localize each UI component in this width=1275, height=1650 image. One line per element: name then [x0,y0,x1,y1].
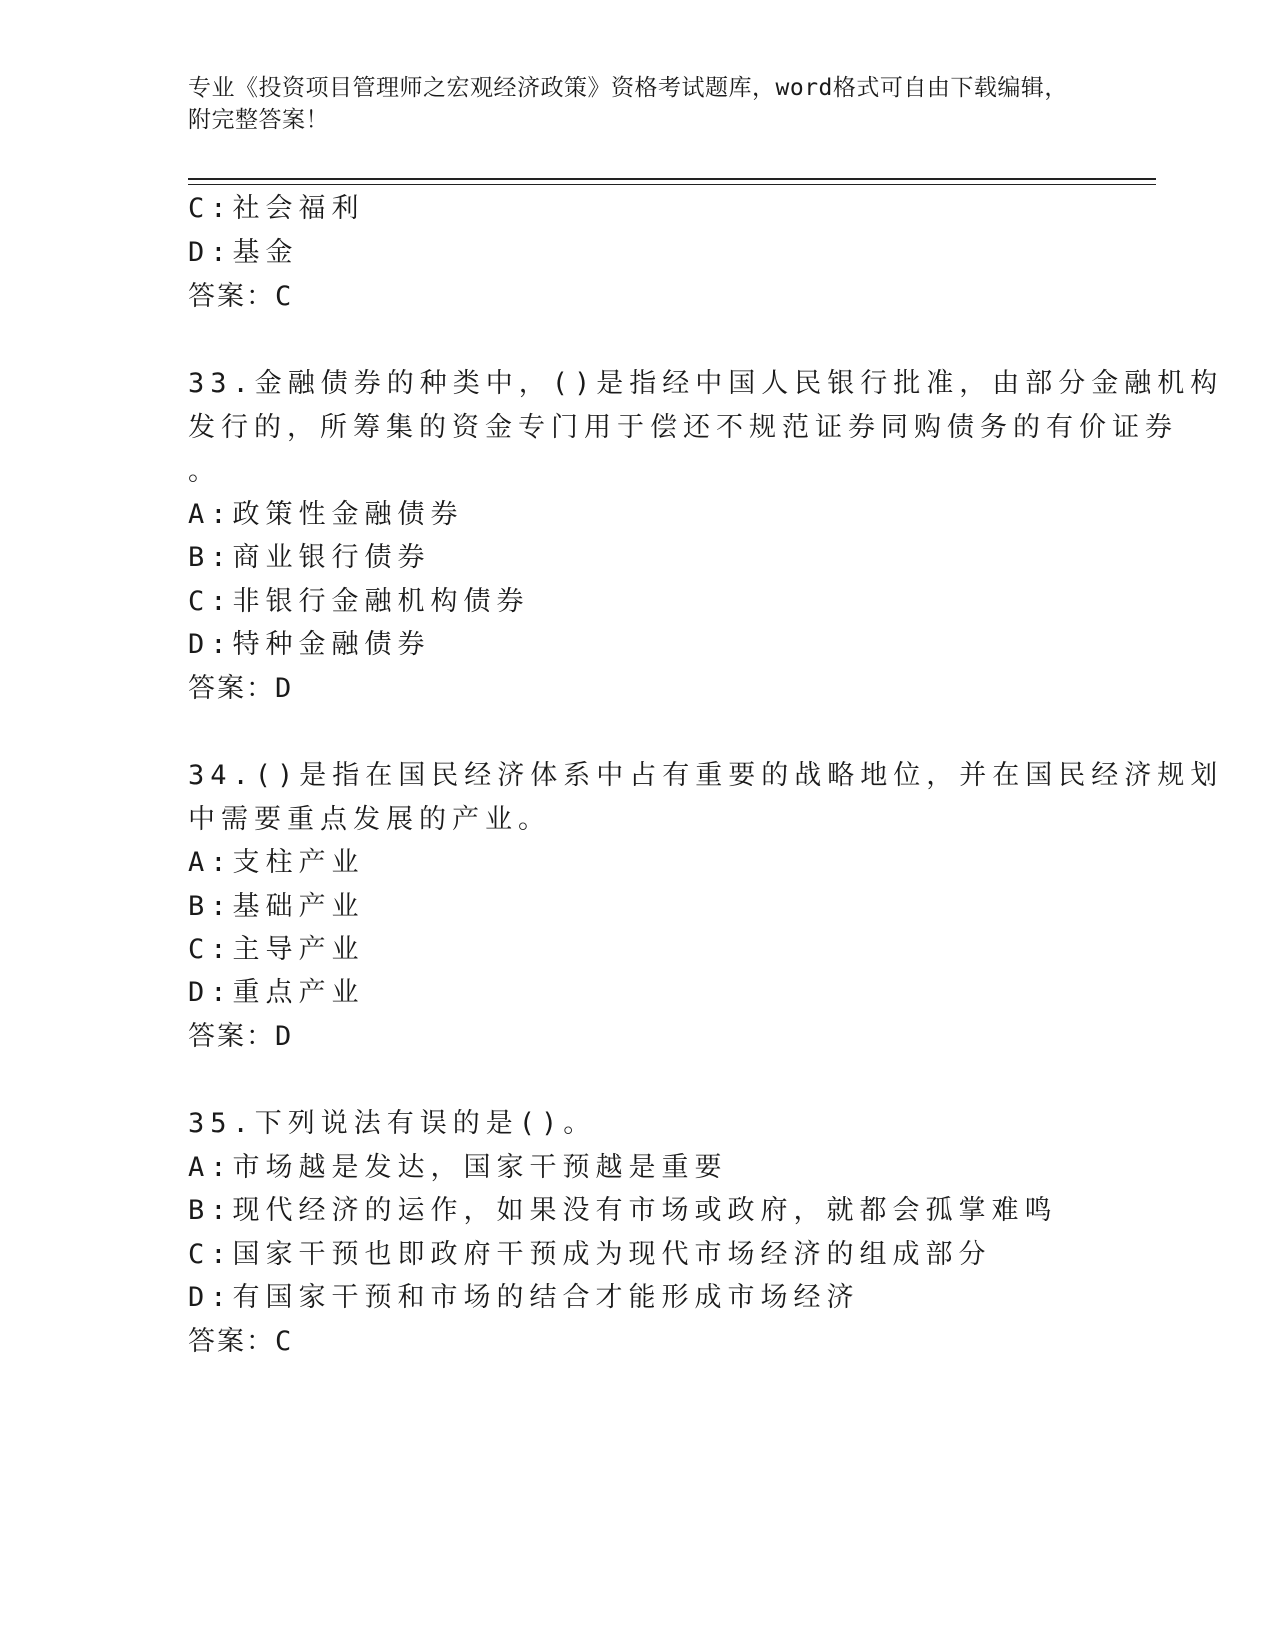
question-stem: 中需要重点发展的产业。 [188,804,551,835]
option-text: 现代经济的运作，如果没有市场或政府，就都会孤掌难鸣 [232,1195,1058,1226]
answer-line: 答案：C [188,281,294,312]
option-line: D:基金 [188,237,299,268]
option-text: 支柱产业 [232,847,365,878]
option-text: 有国家干预和市场的结合才能形成市场经济 [232,1282,860,1313]
option-key: C [188,1239,211,1270]
question-stem: 35.下列说法有误的是()。 [188,1108,597,1139]
option-line: D:特种金融债券 [188,629,431,660]
question-stem: 33.金融债券的种类中，()是指经中国人民银行批准，由部分金融机构 [188,368,1224,399]
answer-line: 答案：D [188,1021,294,1052]
answer-line: 答案：C [188,1326,294,1357]
option-key: B [188,542,211,573]
option-key: D [188,629,211,660]
option-line: A:政策性金融债券 [188,499,464,530]
option-key: A [188,499,211,530]
option-text: 市场越是发达，国家干预越是重要 [232,1152,728,1183]
question-stem: 。 [188,456,221,487]
question-stem: 发行的，所筹集的资金专门用于偿还不规范证券同购债务的有价证券 [188,412,1178,443]
option-line: B:基础产业 [188,891,365,922]
option-key: D [188,1282,211,1313]
option-key: A [188,847,211,878]
option-line: B:商业银行债券 [188,542,431,573]
header-rule-thick [188,178,1156,180]
option-text: 主导产业 [232,934,365,965]
option-key: B [188,891,211,922]
document-header: 专业《投资项目管理师之宏观经济政策》资格考试题库，word格式可自由下载编辑，附完整答案！ [188,75,1068,133]
option-key: C [188,586,211,617]
option-line: A:市场越是发达，国家干预越是重要 [188,1152,728,1183]
option-line: C:国家干预也即政府干预成为现代市场经济的组成部分 [188,1239,992,1270]
option-line: D:重点产业 [188,977,365,1008]
option-key: C [188,193,211,224]
option-text: 基金 [232,237,299,268]
option-text: 商业银行债券 [232,542,431,573]
option-text: 非银行金融机构债券 [232,586,530,617]
option-line: C:主导产业 [188,934,365,965]
option-key: D [188,237,211,268]
option-line: C:社会福利 [188,193,365,224]
header-rule-thin [188,184,1156,185]
question-stem: 34.()是指在国民经济体系中占有重要的战略地位，并在国民经济规划 [188,760,1224,791]
option-text: 重点产业 [232,977,365,1008]
option-key: D [188,977,211,1008]
option-text: 政策性金融债券 [232,499,464,530]
option-line: B:现代经济的运作，如果没有市场或政府，就都会孤掌难鸣 [188,1195,1058,1226]
option-line: D:有国家干预和市场的结合才能形成市场经济 [188,1282,860,1313]
option-text: 基础产业 [232,891,365,922]
option-key: C [188,934,211,965]
option-line: A:支柱产业 [188,847,365,878]
option-line: C:非银行金融机构债券 [188,586,530,617]
option-key: B [188,1195,211,1226]
answer-line: 答案：D [188,673,294,704]
option-key: A [188,1152,211,1183]
option-text: 国家干预也即政府干预成为现代市场经济的组成部分 [232,1239,992,1270]
option-text: 特种金融债券 [232,629,431,660]
option-text: 社会福利 [232,193,365,224]
